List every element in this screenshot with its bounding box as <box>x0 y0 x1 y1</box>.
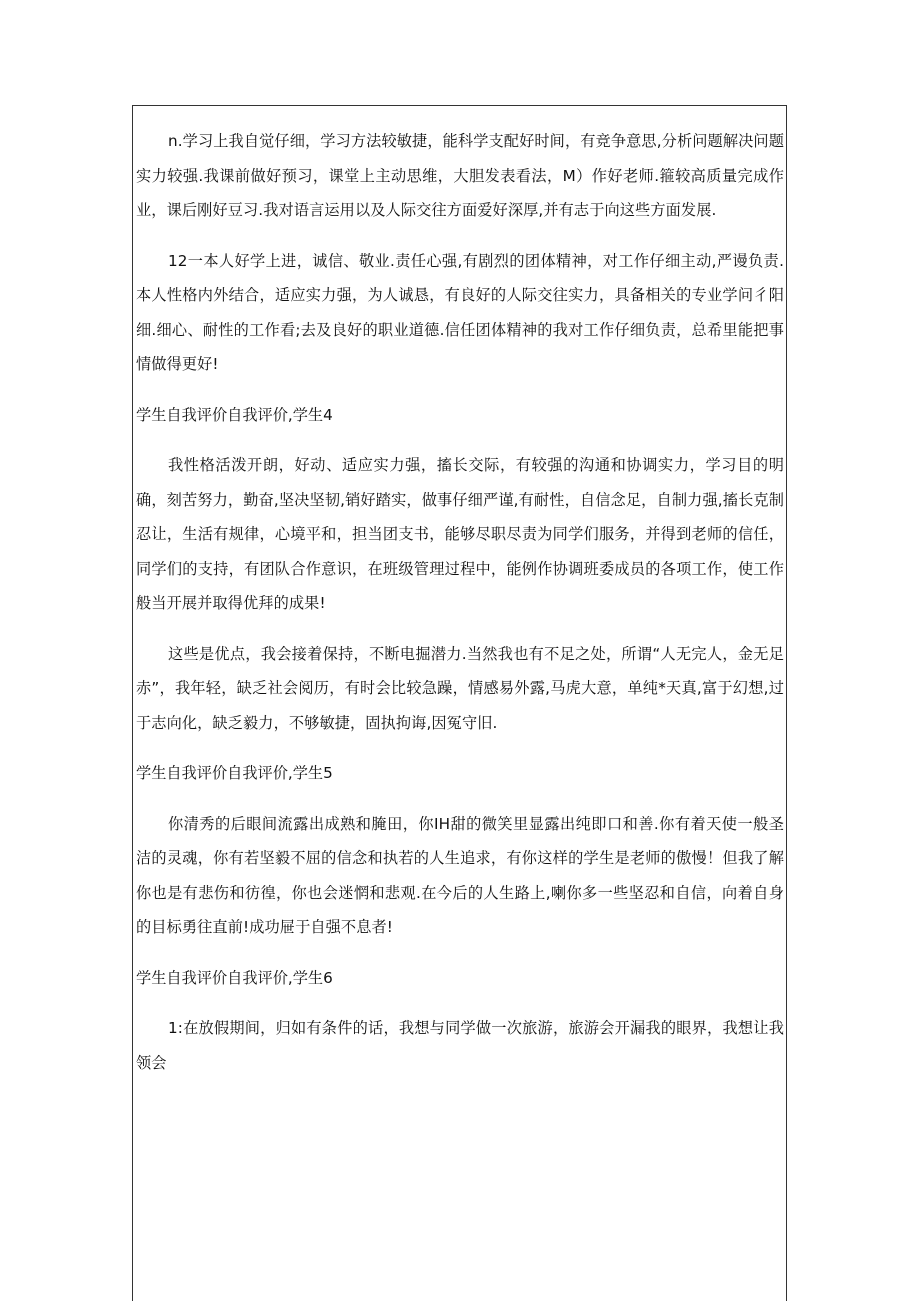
paragraph-gap <box>136 228 784 244</box>
paragraph: 这些是优点，我会接着保持，不断电掘潜力.当然我也有不足之处，所谓“人无完人，金无足赤”，我年轻，缺乏社会阅历，有时会比较急躁，情感易外露,马虎大意，单纯*天真,富于幻想,过于志向化，缺乏毅力，不够敏捷，固执拘诲,因冤守旧. <box>136 644 784 732</box>
paragraph-gap <box>136 945 784 961</box>
paragraph-gap <box>136 432 784 448</box>
paragraph: n.学习上我自觉仔细，学习方法较敏捷，能科学支配好时间，有竞争意思,分析问题解决问题实力较强.我课前做好预习，课堂上主动思维，大胆发表看法，M）作好老师.箍较高质量完成作业，课后刚好豆习.我对语言运用以及人际交往方面爱好深厚,并有志于向这些方面发展. <box>136 132 784 219</box>
paragraph: 12一本人好学上进，诚信、敬业.责任心强,有剧烈的团体精神，对工作仔细主动,严谩负责.本人性格内外结合，适应实力强，为人诚恳，有良好的人际交往实力，具备相关的专业学问彳阳细.细心、耐性的工作看;去及良好的职业道德.信任团体精神的我对工作仔细负责，总希里能把事情做得更好! <box>136 251 784 373</box>
section-heading: 学生自我评价自我评价,学生6 <box>136 968 333 987</box>
paragraph-gap <box>136 621 784 637</box>
paragraph-gap <box>136 791 784 807</box>
section-heading: 学生自我评价自我评价,学生5 <box>136 764 333 782</box>
paragraph: 你清秀的后眼间流露出成熟和腌田，你IH甜的微笑里显露出纯即口和善.你有着天使一般圣洁的灵魂，你有若坚毅不屈的信念和执若的人生追求，有你这样的学生是老师的傲慢！但我了解你也是有悲伤和彷徨，你也会迷惘和悲观.在今后的人生路上,喇你多一些坚忍和自信，向着自身的目标勇往直前!成功屉于自强不息者! <box>136 814 784 936</box>
document-body <box>136 124 784 1080</box>
paragraph-gap <box>136 740 784 756</box>
paragraph-gap <box>136 382 784 398</box>
paragraph-gap <box>136 995 784 1011</box>
paragraph: 1:在放假期间，归如有条件的话，我想与同学做一次旅游，旅游会开漏我的眼界，我想让我领会 <box>136 1019 784 1072</box>
paragraph: 我性格活泼开朗，好动、适应实力强，搐长交际，有较强的沟通和协调实力，学习目的明确，刻苦努力，勤奋,坚决坚韧,销好踏实，做事仔细严谨,有耐性，自信念足，自制力强,搐长克制忍让，生活有规律，心境平和，担当团支书，能够尽职尽责为同学们服务，并得到老师的信任，同学们的支持，有团队合作意识，在班级管理过程中，能例作协调班委成员的各项工作，使工作般当开展并取得优拜的成果! <box>136 456 784 612</box>
section-heading: 学生自我评价自我评价,学生4 <box>136 405 333 424</box>
